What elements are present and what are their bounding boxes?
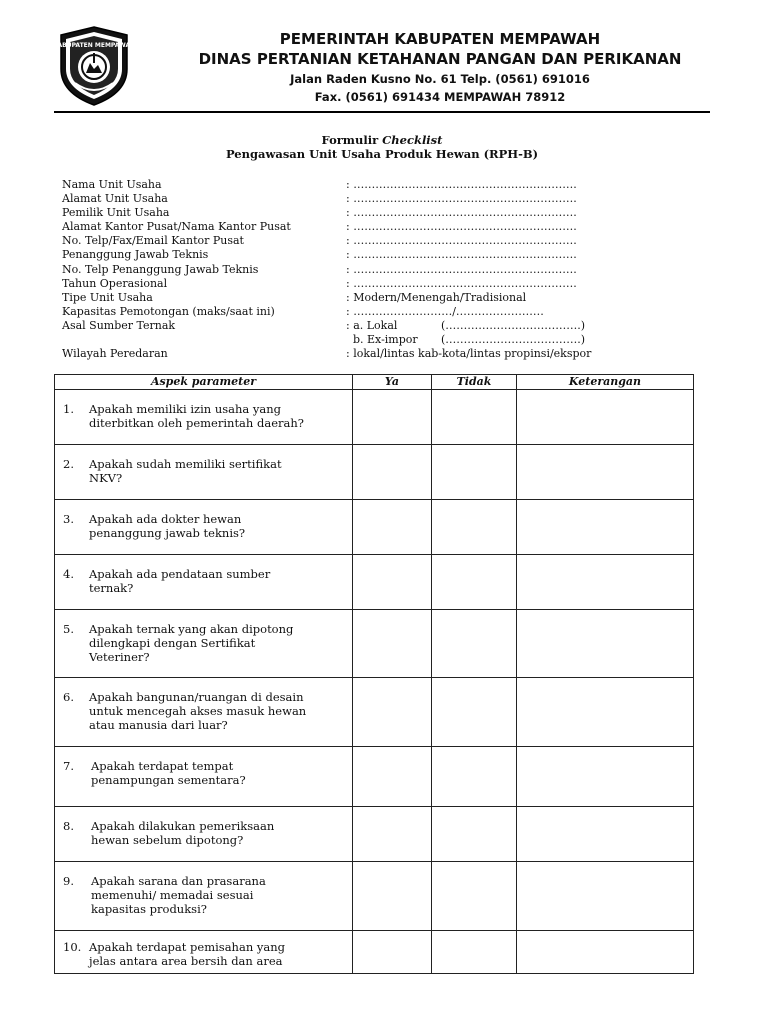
keterangan-cell[interactable]: [517, 445, 694, 500]
keterangan-cell[interactable]: [517, 610, 694, 678]
keterangan-cell[interactable]: [517, 555, 694, 610]
tidak-cell[interactable]: [432, 747, 517, 807]
table-row: 3. Apakah ada dokter hewan penanggung jawab teknis?: [55, 500, 694, 555]
letterhead-agency: DINAS PERTANIAN KETAHANAN PANGAN DAN PERIKANAN: [198, 50, 682, 68]
table-row: 9. Apakah sarana dan prasarana memenuhi/ memadai sesuai kapasitas produksi?: [55, 862, 694, 931]
keterangan-cell[interactable]: [517, 807, 694, 862]
checklist-table: [54, 374, 694, 974]
ya-cell[interactable]: [353, 931, 432, 974]
table-row: 1. Apakah memiliki izin usaha yang diterbitkan oleh pemerintah daerah?: [55, 390, 694, 445]
header-ya: Ya: [353, 375, 432, 390]
ya-cell[interactable]: [353, 678, 432, 747]
field-row: Tahun Operasional : …………………………………………………….: [62, 276, 577, 290]
ya-cell[interactable]: [353, 862, 432, 931]
letterhead-fax: Fax. (0561) 691434 MEMPAWAH 78912: [314, 90, 566, 104]
ya-cell[interactable]: [353, 390, 432, 445]
header-keterangan: Keterangan: [517, 375, 694, 390]
tidak-cell[interactable]: [432, 555, 517, 610]
keterangan-cell[interactable]: [517, 500, 694, 555]
table-row: 8. Apakah dilakukan pemeriksaan hewan sebelum dipotong?: [55, 807, 694, 862]
tidak-cell[interactable]: [432, 610, 517, 678]
field-row: Kapasitas Pemotongan (maks/saat ini) : ………………………/……………………: [62, 304, 544, 318]
field-row: No. Telp/Fax/Email Kantor Pusat : …………………………………………………….: [62, 234, 577, 248]
field-row: Asal Sumber Ternak : a. Lokal (……………………………….): [62, 318, 586, 332]
letterhead: [140, 30, 740, 106]
header-tidak: Tidak: [432, 375, 517, 390]
tidak-cell[interactable]: [432, 678, 517, 747]
identity-fields: [62, 178, 702, 361]
letterhead-government: PEMERINTAH KABUPATEN MEMPAWAH: [279, 30, 601, 48]
tidak-cell[interactable]: [432, 931, 517, 974]
field-row: Nama Unit Usaha : …………………………………………………….: [62, 178, 577, 191]
keterangan-cell[interactable]: [517, 862, 694, 931]
letterhead-address: Jalan Raden Kusno No. 61 Telp. (0561) 691016: [290, 72, 590, 86]
regency-emblem-icon: [52, 25, 136, 107]
ya-cell[interactable]: [353, 807, 432, 862]
field-row: Wilayah Peredaran : lokal/lintas kab-kota/lintas propinsi/ekspor: [62, 347, 592, 361]
tidak-cell[interactable]: [432, 807, 517, 862]
field-row: Penanggung Jawab Teknis : …………………………………………………….: [62, 248, 577, 262]
field-row: Pemilik Unit Usaha : …………………………………………………….: [62, 206, 577, 220]
field-row: Alamat Unit Usaha : …………………………………………………….: [62, 192, 577, 206]
keterangan-cell[interactable]: [517, 931, 694, 974]
tidak-cell[interactable]: [432, 500, 517, 555]
tidak-cell[interactable]: [432, 390, 517, 445]
letterhead-divider: [54, 111, 710, 113]
ya-cell[interactable]: [353, 610, 432, 678]
table-row: 4. Apakah ada pendataan sumber ternak?: [55, 555, 694, 610]
tidak-cell[interactable]: [432, 445, 517, 500]
keterangan-cell[interactable]: [517, 390, 694, 445]
table-row: 10. Apakah terdapat pemisahan yang jelas antara area bersih dan area: [55, 931, 694, 974]
field-row: b. Ex-impor (……………………………….): [346, 333, 586, 347]
field-row: Tipe Unit Usaha : Modern/Menengah/Tradisional: [62, 290, 527, 304]
table-row: 7. Apakah terdapat tempat penampungan sementara?: [55, 747, 694, 807]
ya-cell[interactable]: [353, 445, 432, 500]
ya-cell[interactable]: [353, 555, 432, 610]
field-row: No. Telp Penanggung Jawab Teknis : …………………………………………………….: [62, 262, 577, 276]
form-title: Formulir Checklist Pengawasan Unit Usaha Produk Hewan (RPH-B): [54, 133, 710, 161]
table-row: 2. Apakah sudah memiliki sertifikat NKV?: [55, 445, 694, 500]
tidak-cell[interactable]: [432, 862, 517, 931]
svg-text:KABUPATEN MEMPAWAH: KABUPATEN MEMPAWAH: [52, 42, 136, 49]
field-row: Alamat Kantor Pusat/Nama Kantor Pusat : …………………………………………………….: [62, 220, 577, 234]
table-header-row: [55, 375, 694, 390]
table-row: 6. Apakah bangunan/ruangan di desain untuk mencegah akses masuk hewan atau manusia dari luar?: [55, 678, 694, 747]
ya-cell[interactable]: [353, 747, 432, 807]
form-subtitle: Pengawasan Unit Usaha Produk Hewan (RPH-B): [225, 147, 539, 161]
keterangan-cell[interactable]: [517, 747, 694, 807]
header-aspek: Aspek parameter: [55, 375, 353, 390]
table-row: 5. Apakah ternak yang akan dipotong dilengkapi dengan Sertifikat Veteriner?: [55, 610, 694, 678]
keterangan-cell[interactable]: [517, 678, 694, 747]
ya-cell[interactable]: [353, 500, 432, 555]
